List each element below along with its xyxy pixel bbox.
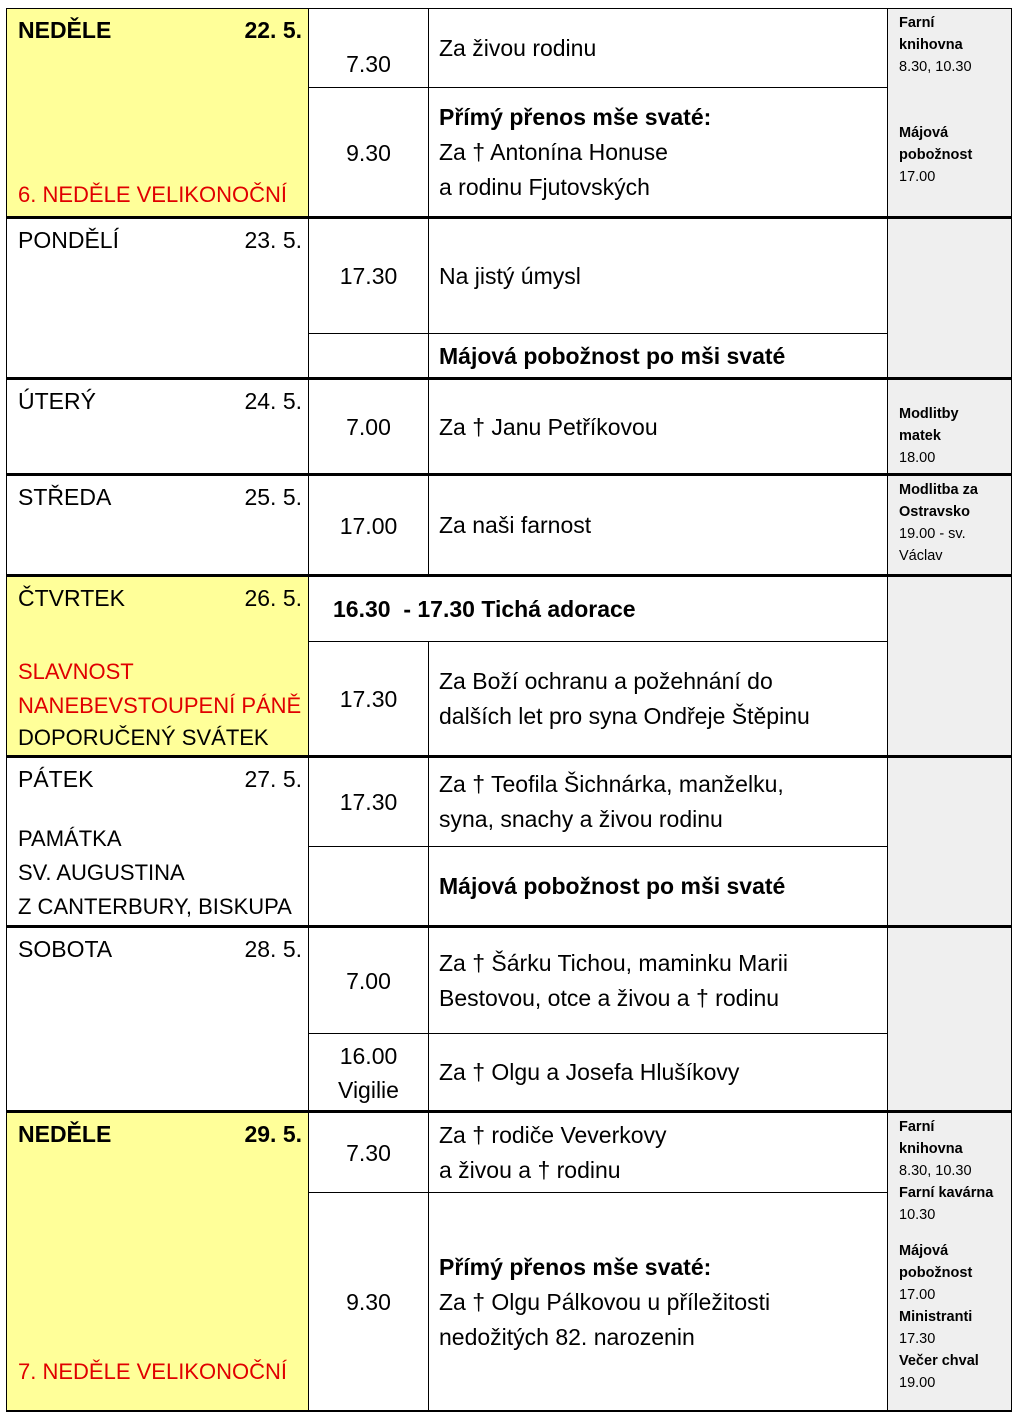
- mass-time: 17.30: [309, 642, 429, 756]
- event-title: Farní knihovna: [899, 15, 963, 53]
- day-monday-23: [6, 218, 1012, 379]
- intention-line: a živou a † rodinu: [439, 1156, 621, 1183]
- event-time: 19.00 - sv. Václav: [899, 526, 966, 564]
- day-label-cell: [7, 380, 309, 473]
- side-events: [887, 219, 1011, 377]
- event-time: 10.30: [899, 1207, 936, 1223]
- day-name: NEDĚLE: [18, 1121, 112, 1147]
- mass-time: 17.30: [309, 758, 429, 847]
- mass-time: 9.30: [309, 88, 429, 217]
- event-time: 8.30, 10.30: [899, 1163, 972, 1179]
- event-title: Farní kavárna: [899, 1185, 994, 1201]
- intention-line: Za † Antonína Honuse: [439, 139, 668, 165]
- intention-line: Za † Šárku Tichou, maminku Marii: [439, 949, 788, 976]
- day-name: STŘEDA: [18, 484, 112, 510]
- mass-time: 9.30: [309, 1193, 429, 1411]
- day-date: 23. 5.: [244, 227, 302, 253]
- event-title: Májová pobožnost: [899, 1243, 973, 1281]
- intention-line: Za † Olgu Pálkovou u příležitosti: [439, 1288, 771, 1315]
- feast-name: 7. NEDĚLE VELIKONOČNÍ: [18, 1359, 287, 1384]
- intention-line: Za † Olgu a Josefa Hlušíkovy: [439, 1059, 740, 1085]
- day-label-cell: [7, 219, 309, 377]
- event-time: 17.30: [899, 1331, 936, 1347]
- side-events: [887, 476, 1011, 574]
- mass-intention: [429, 1113, 887, 1193]
- intention-line: a rodinu Fjutovských: [439, 174, 650, 200]
- broadcast-heading: Přímý přenos mše svaté:: [439, 104, 712, 130]
- day-date: 28. 5.: [244, 936, 302, 962]
- day-date: 26. 5.: [244, 585, 302, 611]
- day-friday-27: [6, 757, 1012, 927]
- day-thursday-26: [6, 576, 1012, 757]
- day-label-cell: [7, 928, 309, 1110]
- intention-line: dalších let pro syna Ondřeje Štěpinu: [439, 703, 810, 729]
- intention-line: Za naši farnost: [439, 512, 592, 538]
- event-time: 19.00: [899, 1375, 936, 1391]
- day-label-cell: [7, 758, 309, 925]
- side-events: [887, 1113, 1011, 1410]
- day-sunday-29: [6, 1112, 1012, 1412]
- mass-time: 17.30: [309, 219, 429, 334]
- day-saturday-28: [6, 927, 1012, 1112]
- mass-time: 16.00: [339, 1042, 398, 1069]
- day-name: NEDĚLE: [18, 17, 112, 43]
- broadcast-heading: Přímý přenos mše svaté:: [439, 1253, 712, 1280]
- feast-name: NANEBEVSTOUPENÍ PÁNĚ: [18, 693, 302, 718]
- devotion-note: Májová pobožnost po mši svaté: [439, 873, 786, 899]
- event-time: 17.00: [899, 1287, 936, 1303]
- event-title: Farní knihovna: [899, 1119, 963, 1157]
- intention-line: syna, snachy a živou rodinu: [439, 806, 723, 832]
- mass-intention: [429, 758, 887, 847]
- event-title: Modlitby matek: [899, 406, 959, 444]
- memorial-line: PAMÁTKA: [18, 826, 122, 851]
- event-time: 18.00: [899, 450, 936, 466]
- day-name: SOBOTA: [18, 936, 113, 962]
- mass-time: 7.00: [309, 380, 429, 474]
- side-events: [887, 928, 1011, 1110]
- mass-time: 17.00: [309, 476, 429, 575]
- intention-line: Za † Janu Petříkovou: [439, 413, 658, 440]
- day-name: PÁTEK: [18, 766, 94, 792]
- intention-line: Za † rodiče Veverkovy: [439, 1121, 667, 1148]
- side-events: [887, 380, 1011, 473]
- event-title: Ministranti: [899, 1309, 973, 1325]
- mass-intention: [429, 9, 887, 88]
- mass-time: 7.30: [309, 1113, 429, 1193]
- side-events: [887, 9, 1011, 216]
- day-name: ÚTERÝ: [18, 388, 96, 414]
- day-label-cell: [7, 577, 309, 755]
- adoration-text: 16.30 - 17.30 Tichá adorace: [333, 595, 636, 622]
- intention-line: Za Boží ochranu a požehnání do: [439, 668, 773, 694]
- day-tuesday-24: [6, 379, 1012, 475]
- mass-note: [429, 847, 887, 926]
- side-events: [887, 758, 1011, 925]
- mass-intention: [429, 219, 887, 334]
- day-sunday-22: [6, 8, 1012, 218]
- mass-intention: [429, 928, 887, 1034]
- mass-time: 7.00: [309, 928, 429, 1034]
- feast-subtitle: DOPORUČENÝ SVÁTEK: [18, 725, 269, 750]
- event-title: Večer chval: [899, 1353, 979, 1369]
- mass-intention: [429, 1193, 887, 1411]
- intention-line: Za † Teofila Šichnárka, manželku,: [439, 771, 784, 797]
- feast-name: 6. NEDĚLE VELIKONOČNÍ: [18, 182, 287, 207]
- mass-intention: [429, 1034, 887, 1111]
- mass-time-cell: [309, 1034, 429, 1111]
- empty-time-cell: [309, 847, 429, 926]
- event-time: 8.30, 10.30: [899, 59, 972, 75]
- day-label-cell: [7, 1113, 309, 1410]
- intention-line: Bestovou, otce a živou a † rodinu: [439, 984, 780, 1011]
- day-date: 24. 5.: [244, 388, 302, 414]
- intention-line: Na jistý úmysl: [439, 262, 581, 289]
- day-date: 22. 5.: [244, 17, 302, 43]
- mass-intention: [429, 642, 887, 756]
- side-events: [887, 577, 1011, 755]
- mass-time: 7.30: [309, 9, 429, 88]
- event-time: 17.00: [899, 169, 936, 185]
- day-date: 29. 5.: [244, 1121, 302, 1147]
- day-name: PONDĚLÍ: [18, 227, 119, 253]
- adoration-cell: [309, 577, 887, 642]
- day-wednesday-25: [6, 475, 1012, 576]
- event-title: Modlitba za Ostravsko: [899, 482, 978, 520]
- mass-note: [429, 334, 887, 378]
- intention-line: Za živou rodinu: [439, 35, 597, 61]
- day-date: 25. 5.: [244, 484, 302, 510]
- devotion-note: Májová pobožnost po mši svaté: [439, 342, 786, 369]
- feast-name: SLAVNOST: [18, 659, 134, 684]
- day-label-cell: [7, 9, 309, 216]
- mass-intention: [429, 88, 887, 217]
- memorial-line: SV. AUGUSTINA: [18, 860, 185, 885]
- day-name: ČTVRTEK: [18, 585, 125, 611]
- intention-line: nedožitých 82. narozenin: [439, 1323, 695, 1350]
- mass-intention: [429, 380, 887, 474]
- mass-vigil: Vigilie: [338, 1076, 399, 1103]
- mass-intention: [429, 476, 887, 575]
- day-date: 27. 5.: [244, 766, 302, 792]
- event-title: Májová pobožnost: [899, 125, 973, 163]
- empty-time-cell: [309, 334, 429, 378]
- memorial-line: Z CANTERBURY, BISKUPA: [18, 894, 292, 919]
- day-label-cell: [7, 476, 309, 574]
